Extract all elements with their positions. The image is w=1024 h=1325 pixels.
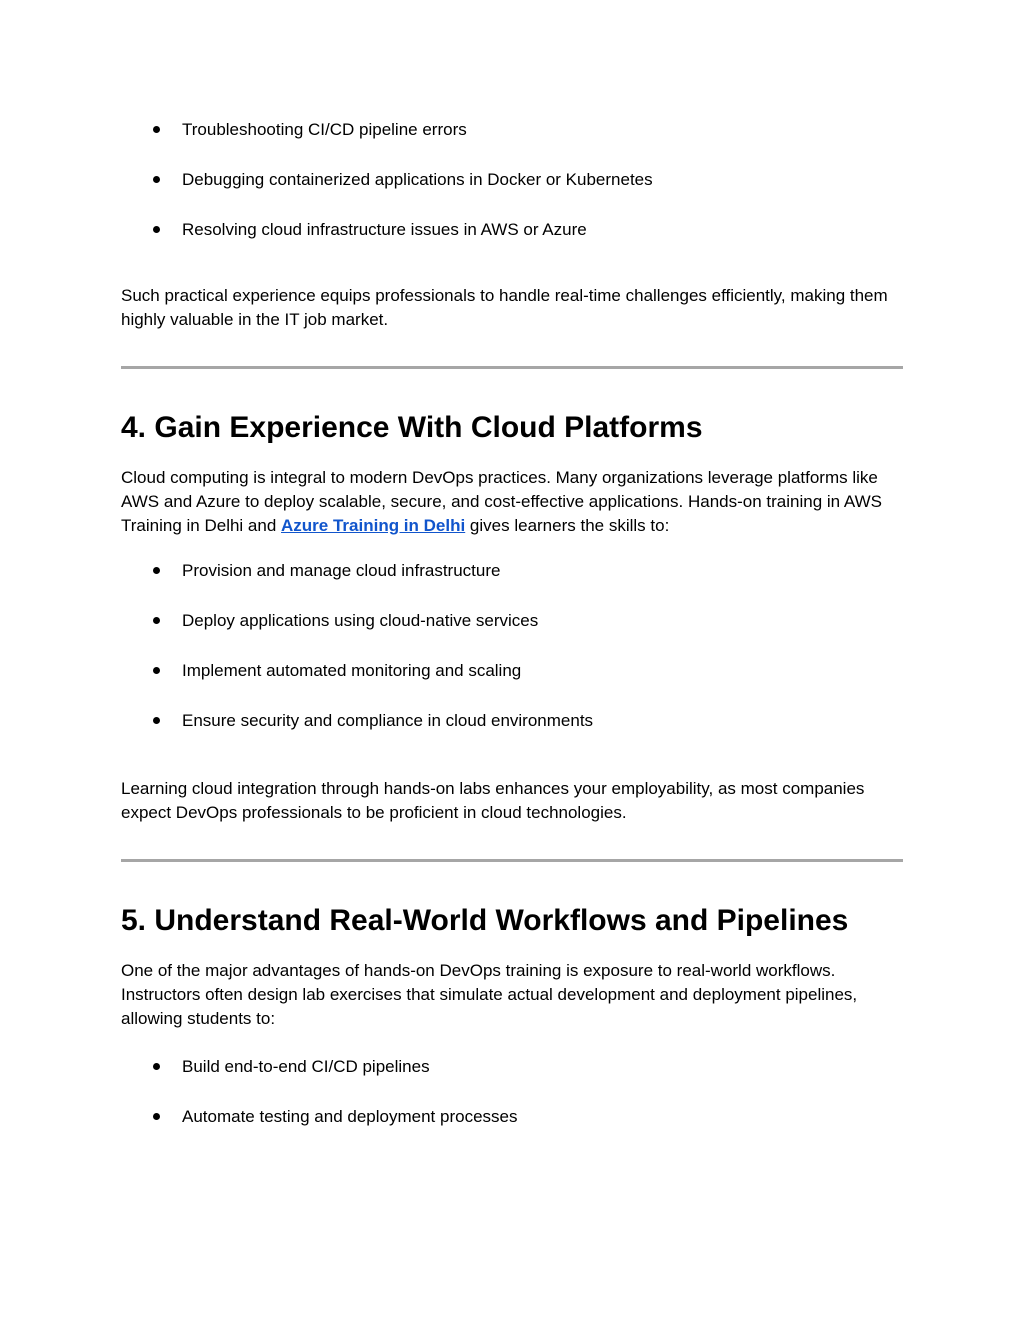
section5-intro-paragraph: One of the major advantages of hands-on DevOps training is exposure to real-world workflows. Instructors often design lab exercises that simulate actual development and deployment pipelines, allowing students to:: [121, 961, 858, 1028]
list-item-text: Troubleshooting CI/CD pipeline errors: [182, 120, 467, 139]
list-item: [121, 218, 903, 242]
section4-intro-paragraph: [121, 466, 903, 538]
intro-bullet-list: [121, 118, 903, 242]
section5-bullet-list: [121, 1055, 903, 1129]
section-divider: [121, 366, 903, 369]
bullet-icon: [153, 567, 160, 574]
paragraph-text: gives learners the skills to:: [465, 516, 670, 535]
list-item-text: Build end-to-end CI/CD pipelines: [182, 1057, 430, 1076]
list-item: [121, 609, 903, 633]
paragraph-text: Cloud computing is integral to modern DevOps practices. Many organizations leverage platforms like AWS and Azure to deploy scalable, secure, and cost-effective applications. Hands-on training in AWS Training in Delhi and: [121, 468, 883, 535]
list-item-text: Resolving cloud infrastructure issues in AWS or Azure: [182, 220, 587, 239]
bullet-icon: [153, 126, 160, 133]
list-item-text: Debugging containerized applications in Docker or Kubernetes: [182, 170, 653, 189]
section4-closing-paragraph: Learning cloud integration through hands-on labs enhances your employability, as most companies expect DevOps professionals to be proficient in cloud technologies.: [121, 779, 865, 822]
section5-heading: 5. Understand Real-World Workflows and Pipelines: [121, 904, 849, 937]
bullet-icon: [153, 176, 160, 183]
list-item-text: Implement automated monitoring and scaling: [182, 661, 522, 680]
list-item: [121, 709, 903, 733]
list-item: [121, 1055, 903, 1079]
list-item-text: Automate testing and deployment processes: [182, 1107, 518, 1126]
list-item: [121, 168, 903, 192]
azure-training-link[interactable]: Azure Training in Delhi: [281, 516, 466, 535]
section-divider: [121, 859, 903, 862]
bullet-icon: [153, 1063, 160, 1070]
list-item-text: Ensure security and compliance in cloud environments: [182, 711, 594, 730]
list-item-text: Provision and manage cloud infrastructure: [182, 561, 501, 580]
list-item: [121, 1105, 903, 1129]
bullet-icon: [153, 667, 160, 674]
bullet-icon: [153, 617, 160, 624]
section4-heading: 4. Gain Experience With Cloud Platforms: [121, 411, 703, 444]
list-item: [121, 559, 903, 583]
intro-paragraph: Such practical experience equips professionals to handle real-time challenges efficiently, making them highly valuable in the IT job market.: [121, 286, 888, 329]
bullet-icon: [153, 717, 160, 724]
bullet-icon: [153, 226, 160, 233]
list-item: [121, 118, 903, 142]
bullet-icon: [153, 1113, 160, 1120]
list-item-text: Deploy applications using cloud-native services: [182, 611, 539, 630]
list-item: [121, 659, 903, 683]
section4-bullet-list: [121, 559, 903, 733]
